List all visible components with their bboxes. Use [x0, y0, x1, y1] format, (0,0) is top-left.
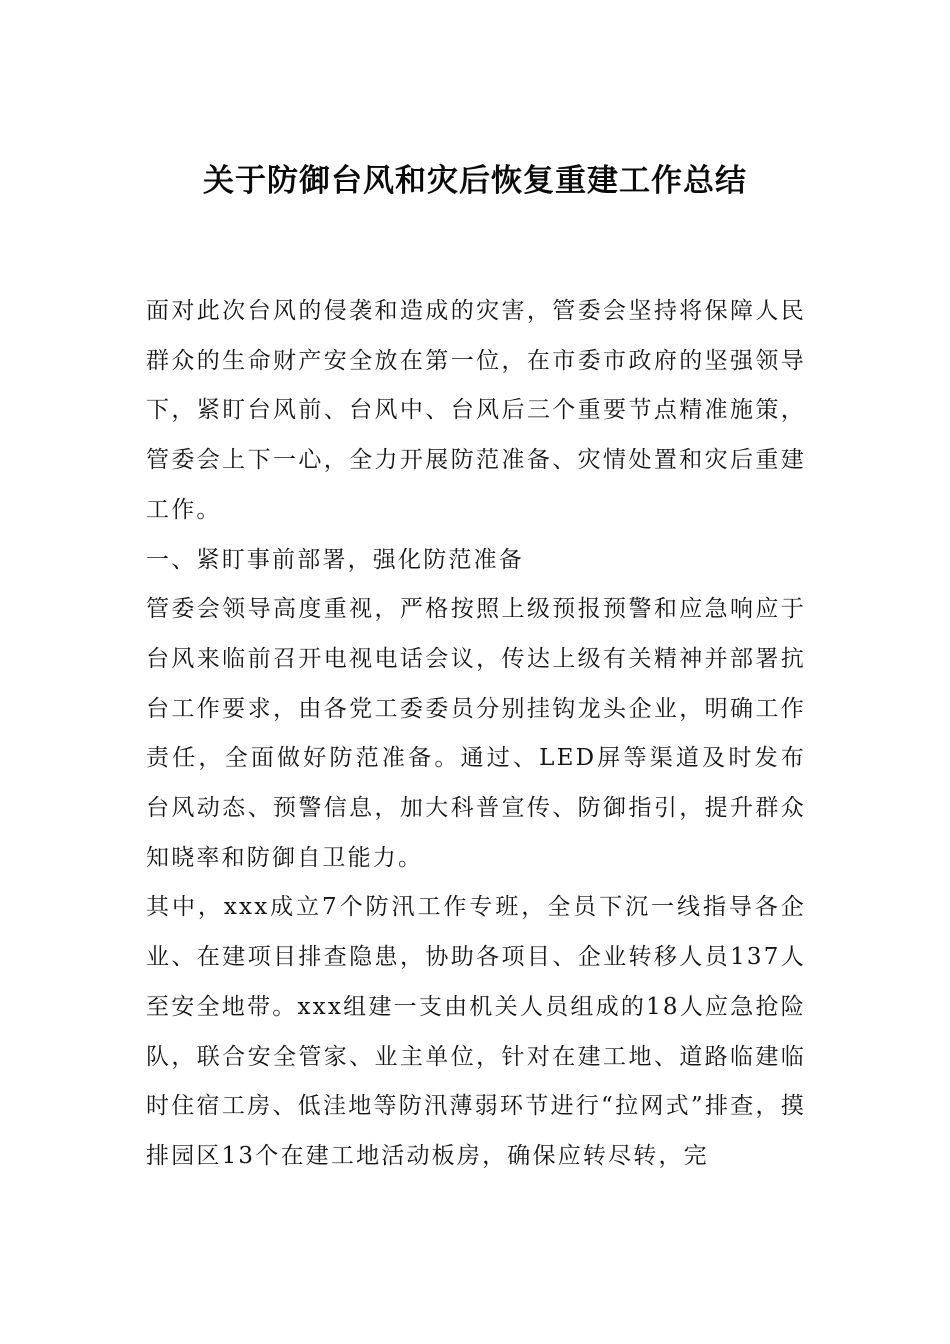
- paragraph-intro: 面对此次台风的侵袭和造成的灾害，管委会坚持将保障人民群众的生命财产安全放在第一位，在市委市政府的坚强领导下，紧盯台风前、台风中、台风后三个重要节点精准施策，管委会上下一心，全力开展防范准备、灾情处置和灾后重建工作。: [146, 298, 806, 523]
- paragraph-preparation: 管委会领导高度重视，严格按照上级预报预警和应急响应于台风来临前召开电视电话会议，传达上级有关精神并部署抗台工作要求，由各党工委委员分别挂钩龙头企业，明确工作责任，全面做好防范准备。通过、LED屏等渠道及时发布台风动态、预警信息，加大科普宣传、防御指引，提升群众知晓率和防御自卫能力。: [146, 596, 806, 871]
- document-body: [146, 287, 806, 1182]
- paragraph-details: 其中，xxx成立7个防汛工作专班，全员下沉一线指导各企业、在建项目排查隐患，协助各项目、企业转移人员137人至安全地带。xxx组建一支由机关人员组成的18人应急抢险队，联合安全管家、业主单位，针对在建工地、道路临建临时住宿工房、低洼地等防汛薄弱环节进行“拉网式”排查，摸排园区13个在建工地活动板房，确保应转尽转，完: [146, 894, 806, 1169]
- section-heading-1: 一、紧盯事前部署，强化防范准备: [146, 546, 524, 573]
- document-title: 关于防御台风和灾后恢复重建工作总结: [203, 163, 747, 199]
